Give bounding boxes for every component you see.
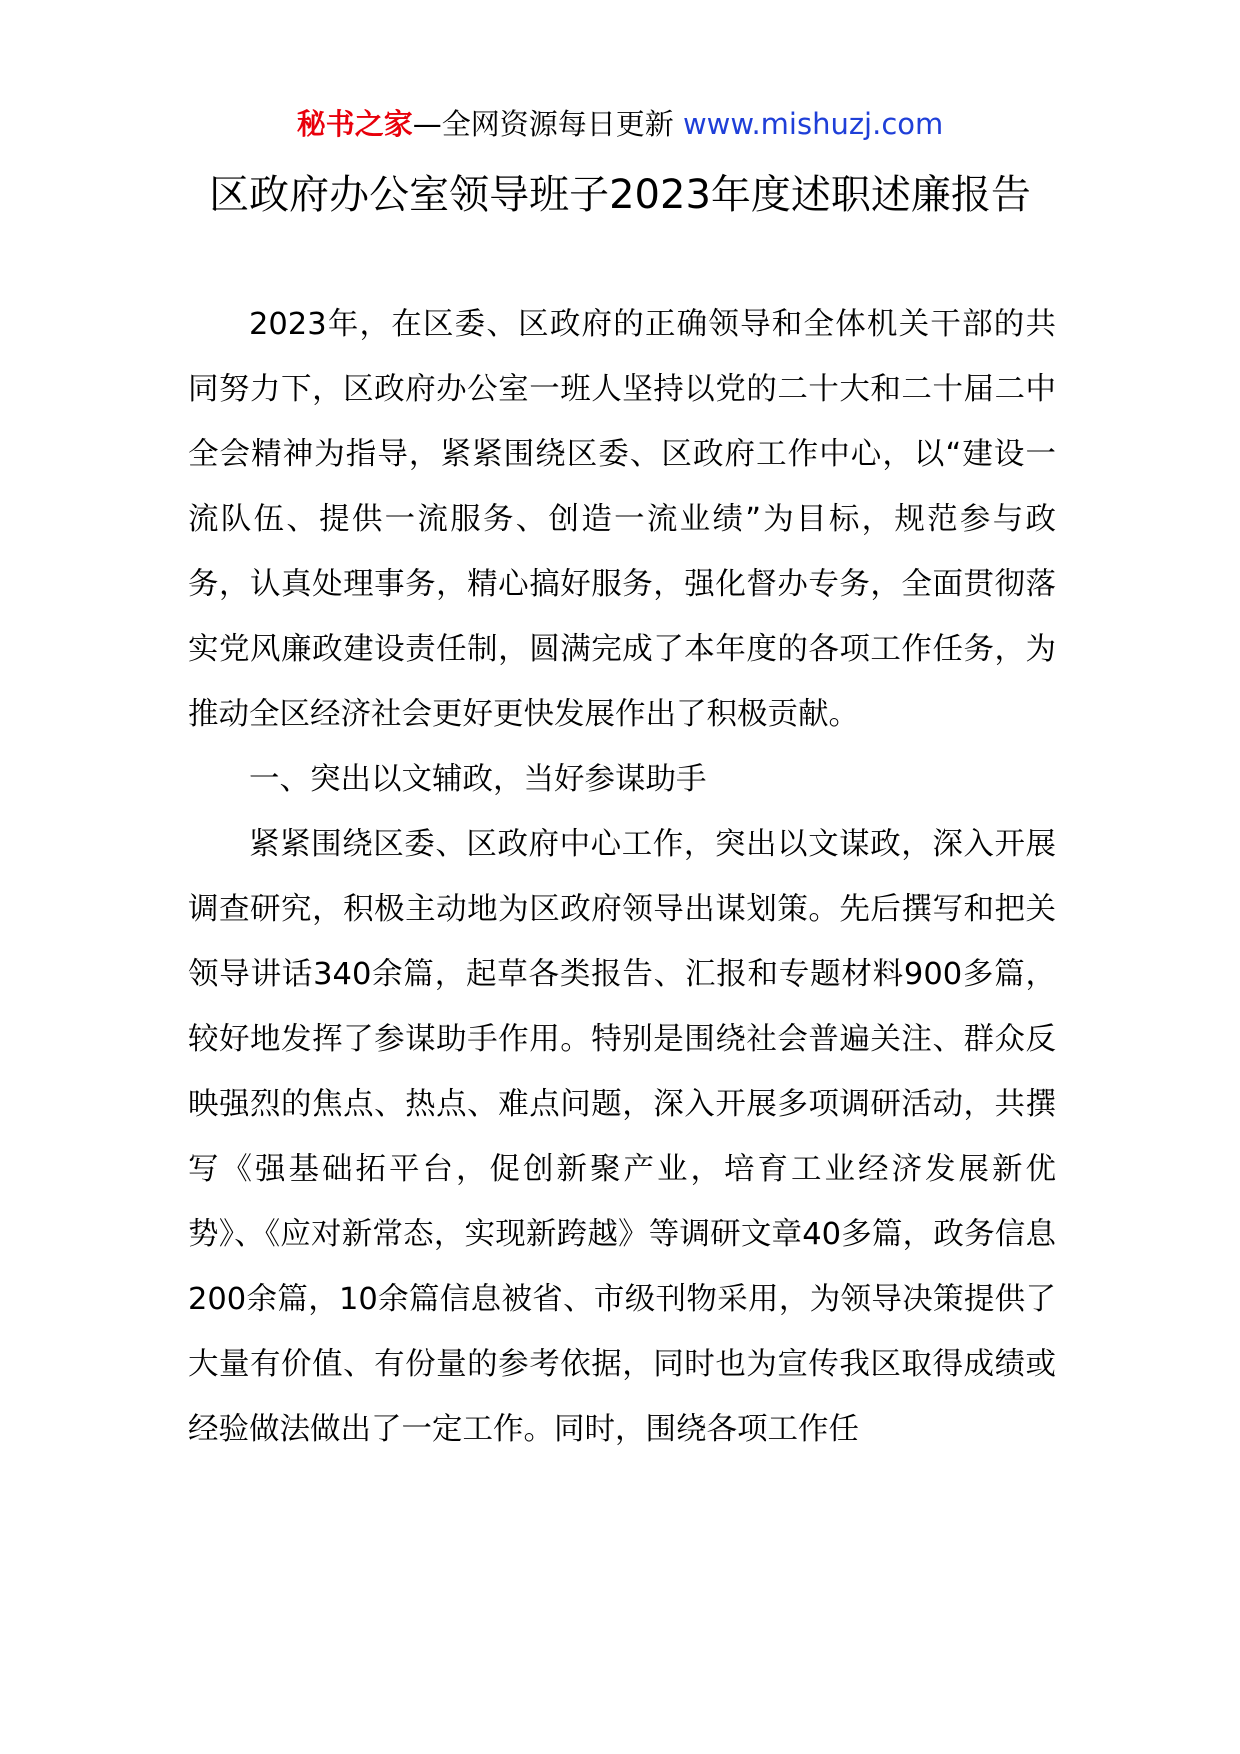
site-url-link[interactable]: www.mishuzj.com bbox=[682, 107, 944, 141]
document-body bbox=[188, 292, 1056, 1462]
site-brand: 秘书之家 bbox=[296, 107, 413, 141]
document-title: 区政府办公室领导班子2023年度述职述廉报告 bbox=[209, 172, 1031, 218]
site-slogan: —全网资源每日更新 bbox=[412, 107, 674, 141]
section-heading-1: 一、突出以文辅政，当好参谋助手 bbox=[249, 762, 707, 797]
paragraph-section-1: 紧紧围绕区委、区政府中心工作，突出以文谋政，深入开展调查研究，积极主动地为区政府领导出谋划策。先后撰写和把关领导讲话340余篇，起草各类报告、汇报和专题材料900多篇，较好地发挥了参谋助手作用。特别是围绕社会普遍关注、群众反映强烈的焦点、热点、难点问题，深入开展多项调研活动，共撰写《强基础拓平台，促创新聚产业，培育工业经济发展新优势》、《应对新常态，实现新跨越》等调研文章40多篇，政务信息200余篇，10余篇信息被省、市级刊物采用，为领导决策提供了大量有价值、有份量的参考依据，同时也为宣传我区取得成绩或经验做法做出了一定工作。同时，围绕各项工作任 bbox=[188, 827, 1056, 1447]
site-header bbox=[0, 104, 1240, 144]
paragraph-intro: 2023年，在区委、区政府的正确领导和全体机关干部的共同努力下，区政府办公室一班人坚持以党的二十大和二十届二中全会精神为指导，紧紧围绕区委、区政府工作中心，以“建设一流队伍、提供一流服务、创造一流业绩”为目标，规范参与政务，认真处理事务，精心搞好服务，强化督办专务，全面贯彻落实党风廉政建设责任制，圆满完成了本年度的各项工作任务，为推动全区经济社会更好更快发展作出了积极贡献。 bbox=[188, 307, 1056, 732]
